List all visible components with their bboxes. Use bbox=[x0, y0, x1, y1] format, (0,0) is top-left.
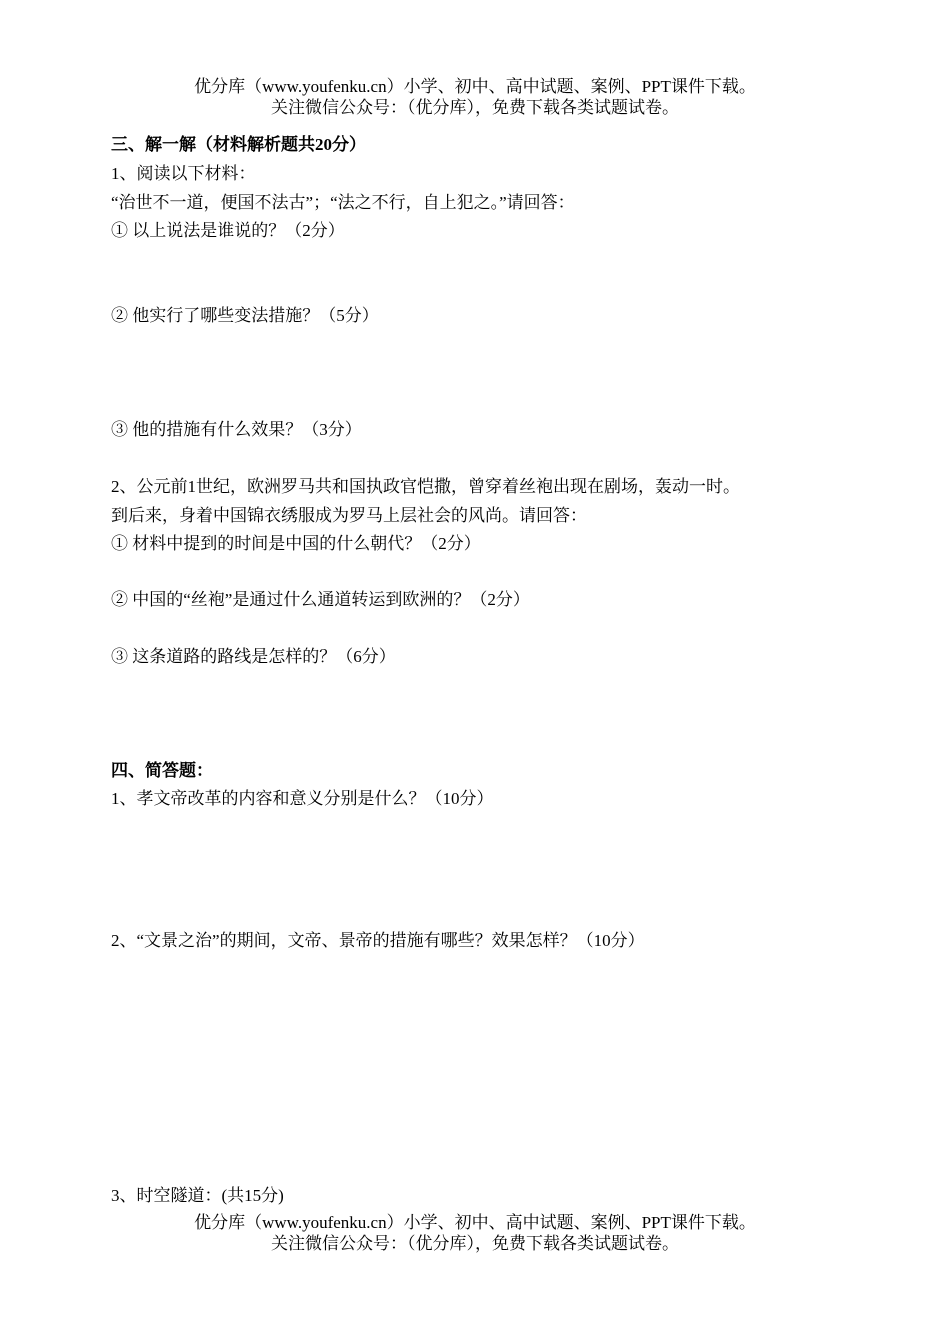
question-2-sub-1: ① 材料中提到的时间是中国的什么朝代？（2分） bbox=[111, 534, 481, 553]
question-1-sub-2: ② 他实行了哪些变法措施？（5分） bbox=[111, 306, 379, 325]
question-2-sub-2: ② 中国的“丝袍”是通过什么通道转运到欧洲的？（2分） bbox=[111, 590, 530, 609]
section-4-title: 四、简答题： bbox=[111, 761, 213, 780]
footer-line-1: 优分库（www.youfenku.cn）小学、初中、高中试题、案例、PPT课件下载。 bbox=[194, 1213, 756, 1232]
header-line-1: 优分库（www.youfenku.cn）小学、初中、高中试题、案例、PPT课件下载。 bbox=[194, 77, 756, 96]
question-2-line-2: 到后来，身着中国锦衣绣服成为罗马上层社会的风尚。请回答： bbox=[111, 506, 587, 525]
question-2-line-1: 2、公元前1世纪，欧洲罗马共和国执政官恺撒，曾穿着丝袍出现在剧场，轰动一时。 bbox=[111, 477, 740, 496]
footer-line-2: 关注微信公众号：（优分库），免费下载各类试题试卷。 bbox=[271, 1234, 679, 1253]
section-4-question-3: 3、时空隧道：(共15分) bbox=[111, 1186, 284, 1205]
section-3-title: 三、解一解（材料解析题共20分） bbox=[111, 135, 366, 154]
question-1-sub-3: ③ 他的措施有什么效果？（3分） bbox=[111, 420, 362, 439]
section-4-question-2: 2、“文景之治”的期间，文帝、景帝的措施有哪些？效果怎样？（10分） bbox=[111, 931, 645, 950]
question-1-quote: “治世不一道，便国不法古”；“法之不行，自上犯之。”请回答： bbox=[111, 193, 575, 212]
header-line-2: 关注微信公众号：（优分库），免费下载各类试题试卷。 bbox=[271, 98, 679, 117]
section-4-question-1: 1、孝文帝改革的内容和意义分别是什么？（10分） bbox=[111, 789, 494, 808]
question-1-intro: 1、阅读以下材料： bbox=[111, 164, 256, 183]
question-1-sub-1: ① 以上说法是谁说的？（2分） bbox=[111, 221, 345, 240]
question-2-sub-3: ③ 这条道路的路线是怎样的？（6分） bbox=[111, 647, 396, 666]
